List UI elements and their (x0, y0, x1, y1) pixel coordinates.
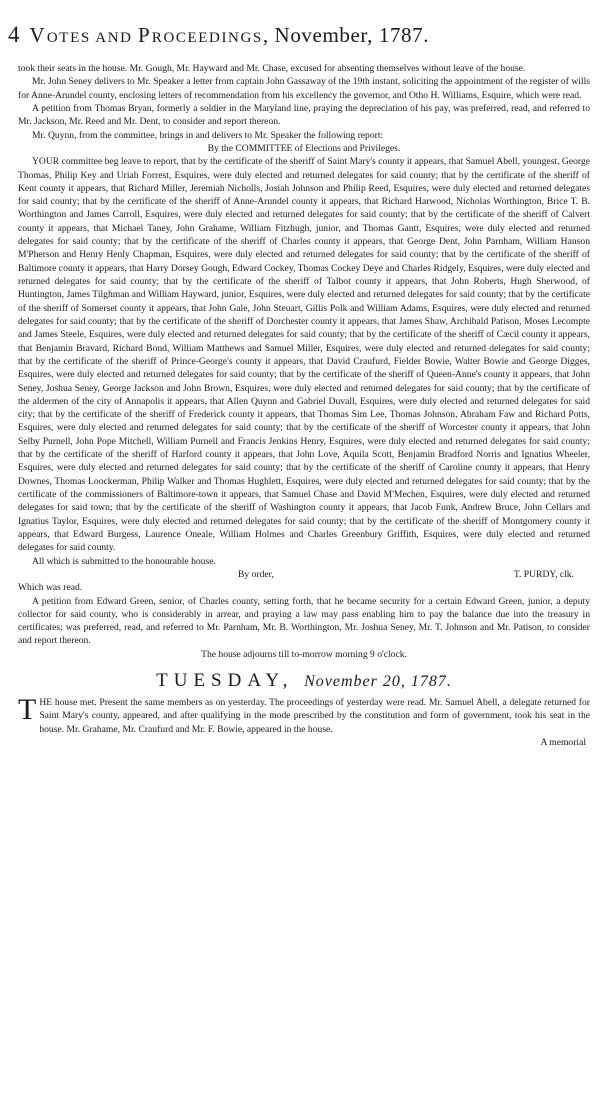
paragraph-quynn-report: Mr. Quynn, from the committee, brings in and delivers to Mr. Speaker the following report: (32, 129, 384, 141)
by-order: By order, (238, 568, 274, 580)
page-number: 4 (8, 22, 20, 47)
tuesday-heading (18, 669, 590, 694)
paragraph-green-petition: A petition from Edward Green, senior, of Charles county, setting forth, that he became security for a certain Edward Green, junior, a deputy collector for said county, who is considerably in arrear, and praying a law may pass enabling him to pay the balance due into the treasury in certificates; was preferred, read, and referred to Mr. Parnham, Mr. B. Worthington, Mr. Joshua Seney, Mr. T. Johnson and Mr. Patison, to consider and report thereon. (18, 595, 590, 647)
signature-line (18, 568, 590, 581)
paragraph-bryan-petition: A petition from Thomas Bryan, formerly a soldier in the Maryland line, praying the depreciation of his pay, was preferred, read, and referred to Mr. Jackson, Mr. Reed and Mr. Dent, to consider and report thereon. (18, 102, 590, 128)
which-was-read: Which was read. (18, 582, 83, 594)
house-met-text: HE house met. Present the same members as on yesterday. The proceedings of yesterday were read. Mr. Samuel Abell, a delegate returned for Saint Mary's county, appeared, and after qualifying in the mode prescribed by the constitution and form of government, took his seat in the house. Mr. Grahame, Mr. Craufurd and Mr. F. Bowie, appeared in the house. (39, 697, 590, 735)
running-title-roceedings: ROCEEDINGS (151, 30, 263, 46)
page-body (18, 62, 590, 749)
paragraph-seats: took their seats in the house. Mr. Gough, Mr. Hayward and Mr. Chase, excused for absenting themselves without leave of the house. (18, 63, 526, 74)
running-title-initial-p: P (137, 23, 152, 47)
paragraph-house-met (18, 693, 590, 736)
clerk-signature: T. PURDY, clk. (513, 568, 574, 580)
adjournment-line: The house adjourns till to-morrow morning 9 o'clock. (201, 648, 407, 660)
committee-heading: By the COMMITTEE of Elections and Privileges. (207, 142, 401, 154)
tuesday-date: November 20, 1787. (304, 673, 452, 691)
running-title-initial-v: V (29, 23, 47, 47)
committee-report: YOUR committee beg leave to report, that by the certificate of the sheriff of Saint Mary's county it appears, that Samuel Abell, youngest, George Thomas, Philip Key and Uriah Forrest, Esquires, were duly elected and returned delegates for said county; that by the certificate of the sheriff of Kent county it appears, that Richard Miller, Jeremiah Nicholls, Josiah Johnson and Philip Reed, Esquires, were duly elected and returned delegates for said county; that by the certificate of the sheriff of Anne-Arundel county it appears, that Richard Harwood, Nicholas Worthington, Brice T. B. Worthington and James Carroll, Esquires, were duly elected and returned delegates for said county; that by the certificate of the sheriff of Calvert county it appears, that Michael Taney, John Grahame, William Fitzhugh, junior, and Thomas Gantt, Esquires, were duly elected and returned delegates for said county; that by the certificate of the sheriff of Charles county it appears, that George Dent, John Parnham, William Hanson M'Pherson and Henry Henly Chapman, Esquires, were duly elected and returned delegates for said county; that by the certificate of the sheriff of Baltimore county it appears, that Harry Dorsey Gough, Edward Cockey, Thomas Cockey Deye and Charles Ridgely, Esquires, were duly elected and returned delegates for said county; that by the certificate of the sheriff of Talbot county it appears, that John Roberts, Hugh Sherwood, of Huntington, James Tilghman and William Hayward, junior, Esquires, were duly elected and returned delegates for said county; that by the certificate of the sheriff of Somerset county it appears, that John Gale, John Steuart, Gillis Polk and William Adams, Esquires, were duly elected and returned delegates for said county; that by the certificate of the sheriff of Dorchester county it appears, that James Shaw, Archibald Patison, Moses Lecompte and James Steele, Esquires, were duly elected and returned delegates for said county; that by the certificate of the sheriff of Cæcil county it appears, that Benjamin Bravard, Richard Bond, William Matthews and Samuel Miller, Esquires, were duly elected and returned delegates for said county; that by the certificate of the sheriff of Prince-George's county it appears, that David Craufurd, Fielder Bowie, Walter Bowie and George Digges, Esquires, were duly elected and returned delegates for said county; that by the certificate of the sheriff of Queen-Anne's county it appears, that John Seney, Joshua Seney, George Jackson and John Brown, Esquires, were duly elected and returned delegates for said county; that by the certificate of the aldermen of the city of Annapolis it appears, that Allen Quynn and Gabriel Duvall, Esquires, were duly elected and returned delegates for said city; that by the certificate of the sheriff of Frederick county it appears, that Thomas Sim Lee, Thomas Johnson, Abraham Faw and Richard Potts, Esquires, were duly elected and returned delegates for said county; that by the certificate of the sheriff of Worcester county it appears, that John Selby Purnell, John Pope Mitchell, William Purnell and Francis Jenkins Henry, Esquires, were duly elected and returned delegates for said county; that by the certificate of the sheriff of Harford county it appears, that John Love, Aquila Scott, Benjamin Bradford Norris and Ignatius Wheeler, Esquires, were duly elected and returned delegates for said county; that by the certificate of the sheriff of Caroline county it appears, that Henry Downes, Thomas Loockerman, Philip Walker and Thomas Hughlett, Esquires, were duly elected and returned delegates for said county; that by the certificate of the commissioners of Baltimore-town it appears, that Samuel Chase and David M'Mechen, Esquires, were duly elected and returned delegates for said town; that by the certificate of the sheriff of Washington county it appears, that Jacob Funk, Andrew Bruce, John Cellars and Ignatius Taylor, Esquires, were duly elected and returned delegates for said county; that by the certificate of the sheriff of Montgomery county it appears, that Edward Burgess, Laurence Oneale, William Holmes and Charles Greenbury Griffith, Esquires, were duly elected and returned delegates for said county. (18, 156, 590, 554)
submitted-line: All which is submitted to the honourable house. (32, 555, 216, 567)
catchword: A memorial (540, 737, 586, 748)
tuesday-day: TUESDAY, (156, 670, 294, 692)
page-header (8, 22, 596, 48)
running-date: , November, 1787. (262, 23, 430, 47)
running-title-otes-and: OTES AND (46, 30, 138, 46)
paragraph-seney-letter: Mr. John Seney delivers to Mr. Speaker a letter from captain John Gassaway of the 19th instant, soliciting the appointment of the register of wills for Anne-Arundel county, enclosing letters of recommendation from his excellency the governor, and Otho H. Williams, Esquire, which were read. (18, 76, 590, 101)
running-title (30, 23, 430, 48)
drop-cap: T (18, 693, 37, 727)
